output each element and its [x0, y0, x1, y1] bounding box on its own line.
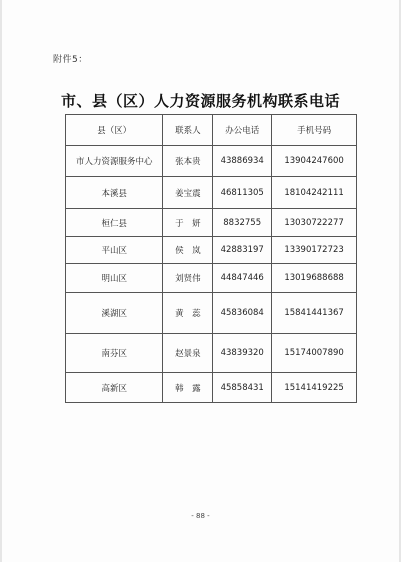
cell-office-phone: 42883197 — [213, 237, 272, 264]
cell-office-phone: 46811305 — [213, 177, 272, 209]
page-title: 市、县（区）人力资源服务机构联系电话 — [60, 92, 340, 110]
cell-district: 市人力资源服务中心 — [66, 146, 163, 177]
cell-office-phone: 43886934 — [213, 146, 272, 177]
table-row — [66, 264, 357, 293]
cell-contact: 刘贤伟 — [163, 264, 213, 293]
cell-office-phone: 45836084 — [213, 293, 272, 334]
cell-mobile: 13019688688 — [272, 264, 357, 293]
cell-district: 高新区 — [66, 373, 163, 403]
cell-district: 南芬区 — [66, 334, 163, 373]
cell-mobile: 13030722277 — [272, 209, 357, 237]
cell-district: 本溪县 — [66, 177, 163, 209]
table-row — [66, 209, 357, 237]
cell-contact: 韩 露 — [163, 373, 213, 403]
contact-table — [65, 114, 357, 403]
cell-office-phone: 44847446 — [213, 264, 272, 293]
table-row — [66, 146, 357, 177]
cell-contact: 张本贵 — [163, 146, 213, 177]
cell-mobile: 18104242111 — [272, 177, 357, 209]
page-number: - 88 - — [191, 512, 210, 520]
cell-mobile: 15141419225 — [272, 373, 357, 403]
cell-mobile: 13390172723 — [272, 237, 357, 264]
table-row — [66, 293, 357, 334]
cell-office-phone: 8832755 — [213, 209, 272, 237]
table-row — [66, 177, 357, 209]
attachment-label: 附件5： — [53, 55, 88, 65]
cell-contact: 于 妍 — [163, 209, 213, 237]
cell-district: 桓仁县 — [66, 209, 163, 237]
cell-office-phone: 45858431 — [213, 373, 272, 403]
header-district: 县（区） — [66, 115, 163, 146]
cell-contact: 赵景泉 — [163, 334, 213, 373]
header-mobile: 手机号码 — [272, 115, 357, 146]
table-row — [66, 334, 357, 373]
cell-contact: 侯 岚 — [163, 237, 213, 264]
table-row — [66, 373, 357, 403]
cell-mobile: 15841441367 — [272, 293, 357, 334]
cell-contact: 姜宝震 — [163, 177, 213, 209]
cell-office-phone: 43839320 — [213, 334, 272, 373]
header-office-phone: 办公电话 — [213, 115, 272, 146]
cell-district: 溪湖区 — [66, 293, 163, 334]
table-header-row — [66, 115, 357, 146]
table-row — [66, 237, 357, 264]
cell-district: 明山区 — [66, 264, 163, 293]
cell-mobile: 15174007890 — [272, 334, 357, 373]
cell-contact: 黄 蕊 — [163, 293, 213, 334]
header-contact: 联系人 — [163, 115, 213, 146]
cell-district: 平山区 — [66, 237, 163, 264]
cell-mobile: 13904247600 — [272, 146, 357, 177]
